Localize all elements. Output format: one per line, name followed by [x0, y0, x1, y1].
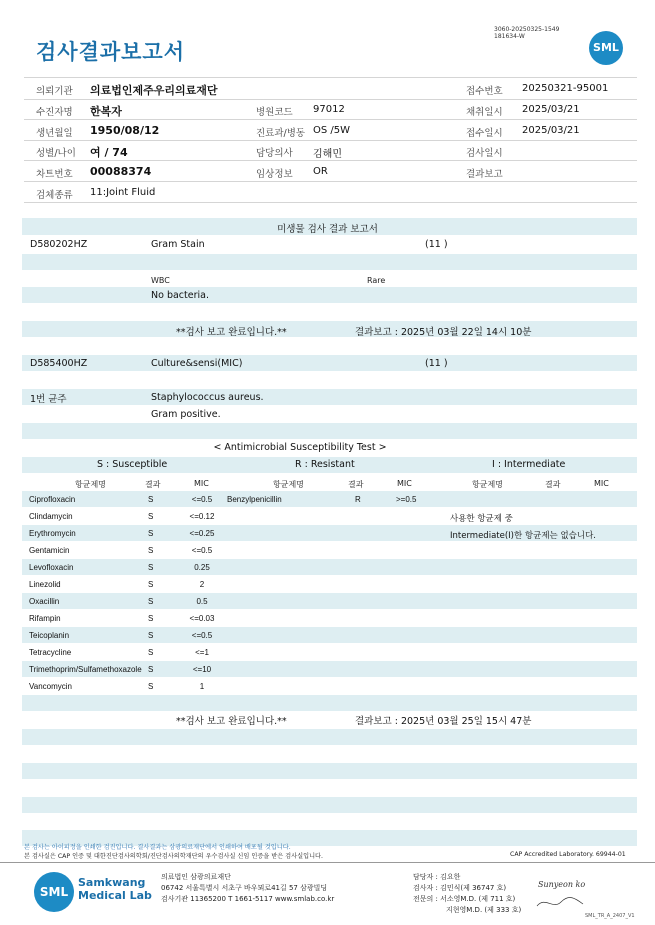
band: [22, 797, 637, 813]
culture-name: Culture&sensi(MIC): [151, 358, 243, 369]
ast-result: S: [148, 495, 154, 504]
ast-mic: 0.5: [196, 597, 208, 606]
culture-code: D585400HZ: [30, 358, 88, 369]
report-code-line2: 181634-W: [494, 33, 525, 40]
recipient-value: 한복자: [90, 105, 122, 118]
report-code-line1: 3060-20250325-1549: [494, 26, 560, 33]
ast-drug: Vancomycin: [29, 682, 72, 691]
organism-note: Gram positive.: [151, 409, 221, 420]
ast-drug: Clindamycin: [29, 512, 73, 521]
ast-result: S: [148, 529, 154, 538]
cap-accreditation: CAP Accredited Laboratory. 69944-01: [510, 851, 626, 858]
ast-drug: Tetracycline: [29, 648, 72, 657]
organism-name: Staphylococcus aureus.: [151, 392, 264, 403]
band: [22, 763, 637, 779]
test-date-label: 검사일시: [466, 148, 503, 159]
gram-code: D580202HZ: [30, 239, 88, 250]
dept-value: OS /5W: [313, 125, 351, 136]
ast-mic: 2: [199, 580, 205, 589]
specimen-label: 검체종류: [36, 190, 73, 201]
result-report-label: 결과보고: [466, 169, 503, 180]
ast-mic: <=0.12: [189, 512, 215, 521]
divider: [24, 181, 637, 182]
col-mic: MIC: [194, 479, 209, 488]
ast-drug: Gentamicin: [29, 546, 70, 555]
collection-date-value: 2025/03/21: [522, 104, 580, 115]
ast-drug: Teicoplanin: [29, 631, 70, 640]
col-mic: MIC: [594, 479, 609, 488]
ast-result: S: [148, 546, 154, 555]
org-address: 06742 서울특별시 서초구 바우뫼로41길 57 삼광빌딩: [161, 884, 328, 892]
gram-name: Gram Stain: [151, 239, 205, 250]
staff-manager: 담당자 : 김요한: [413, 873, 461, 881]
ast-mic: <=0.5: [191, 495, 213, 504]
section-title: 미생물 검사 결과 보고서: [277, 224, 378, 235]
band: [22, 355, 637, 371]
specimen-value: 11:Joint Fluid: [90, 187, 156, 198]
form-code: SML_TR_A_2407_V1: [585, 913, 635, 919]
ast-drug: Ciprofloxacin: [29, 495, 76, 504]
ast-drug: Trimethoprim/Sulfamethoxazole: [29, 665, 142, 674]
legend-susceptible: S : Susceptible: [97, 459, 168, 470]
page-title: 검사결과보고서: [36, 40, 186, 64]
reception-no-value: 20250321-95001: [522, 83, 609, 94]
ast-report-time: 결과보고 : 2025년 03월 25일 15시 47분: [355, 716, 532, 727]
ast-mic: 1: [199, 682, 205, 691]
ast-title: < Antimicrobial Susceptibility Test >: [213, 442, 387, 453]
ast-mic: <=0.5: [191, 546, 213, 555]
col-result: 결과: [348, 480, 364, 489]
gram-specimen-no: (11 ): [425, 239, 448, 250]
col-drug: 항균제명: [273, 480, 304, 489]
ast-result: S: [148, 563, 154, 572]
legend-resistant: R : Resistant: [295, 459, 355, 470]
staff-specialist-1: 전문의 : 서소영M.D. (제 711 호): [413, 895, 516, 903]
ast-drug: Rifampin: [29, 614, 61, 623]
ast-mic: <=0.03: [189, 614, 215, 623]
gram-report-time: 결과보고 : 2025년 03월 22일 14시 10분: [355, 327, 532, 338]
ast-result: S: [148, 597, 154, 606]
ast-result: S: [148, 648, 154, 657]
ast-result: S: [148, 665, 154, 674]
divider: [24, 160, 637, 161]
ast-mic: <=0.5: [191, 631, 213, 640]
mid-drug: Benzylpenicillin: [227, 495, 282, 504]
ast-result: S: [148, 512, 154, 521]
ast-result: S: [148, 614, 154, 623]
clinical-info-value: OR: [313, 166, 328, 177]
ast-mic: 0.25: [194, 563, 210, 572]
birth-value: 1950/08/12: [90, 124, 160, 137]
divider: [0, 862, 655, 863]
institution-label: 의뢰기관: [36, 86, 73, 97]
reception-no-label: 접수번호: [466, 86, 503, 97]
sex-age-value: 여 / 74: [90, 146, 128, 159]
band: [22, 254, 637, 270]
ast-drug: Linezolid: [29, 580, 61, 589]
divider: [24, 99, 637, 100]
hospital-code-label: 병원코드: [256, 107, 293, 118]
band: [22, 559, 637, 575]
doctor-label: 담당의사: [256, 148, 293, 159]
band: [22, 627, 637, 643]
chart-no-value: 00088374: [90, 165, 152, 178]
ast-complete: **검사 보고 완료입니다.**: [176, 716, 287, 727]
divider: [24, 77, 637, 78]
org-contact: 검사기관 11365200 T 1661-5117 www.smlab.co.kr: [161, 895, 335, 903]
ast-drug: Oxacillin: [29, 597, 60, 606]
col-result: 결과: [145, 480, 161, 489]
org-name: 의료법인 삼광의료재단: [161, 873, 231, 881]
clinical-info-label: 임상정보: [256, 169, 293, 180]
organism-label: 1번 균주: [30, 394, 67, 405]
ast-result: S: [148, 682, 154, 691]
band: [22, 593, 637, 609]
ast-result: S: [148, 580, 154, 589]
ast-drug: Levofloxacin: [29, 563, 74, 572]
chart-no-label: 차트번호: [36, 169, 73, 180]
ast-mic: <=1: [195, 648, 209, 657]
signature-scribble: [535, 894, 585, 912]
ast-mic: <=10: [192, 665, 212, 674]
footer-notice-1: 본 검사는 아이피정을 인쇄한 검진입니다. 결사결과는 삼광의료재단에서 인쇄하여 배포될 것입니다.: [24, 844, 291, 851]
reception-date-label: 접수일시: [466, 128, 503, 139]
col-drug: 항균제명: [75, 480, 106, 489]
footer-notice-2: 본 검사실은 CAP 인증 및 대한진단검사의학회/진단검사의학재단의 우수검사실 신임 인증을 받은 검사실입니다.: [24, 853, 323, 860]
birth-label: 생년월일: [36, 128, 73, 139]
divider: [24, 119, 637, 120]
mid-mic: >=0.5: [396, 495, 417, 504]
hospital-code-value: 97012: [313, 104, 345, 115]
col-mic: MIC: [397, 479, 412, 488]
ast-result: S: [148, 631, 154, 640]
band: [22, 729, 637, 745]
ast-note-2: Intermediate(I)한 항균제는 없습니다.: [450, 531, 596, 541]
band: [22, 491, 637, 507]
band: [22, 321, 637, 337]
brand-line-2: Medical Lab: [78, 889, 152, 902]
ast-mic: <=0.25: [189, 529, 215, 538]
dept-label: 진료과/병동: [256, 128, 306, 139]
band: [22, 423, 637, 439]
sex-age-label: 성별/나이: [36, 148, 76, 159]
col-drug: 항균제명: [472, 480, 503, 489]
culture-specimen-no: (11 ): [425, 358, 448, 369]
reception-date-value: 2025/03/21: [522, 125, 580, 136]
wbc-label: WBC: [151, 276, 170, 285]
band: [22, 287, 637, 303]
sml-logo: SML: [589, 31, 623, 65]
gram-complete: **검사 보고 완료입니다.**: [176, 327, 287, 338]
brand-line-1: Samkwang: [78, 876, 146, 889]
signature: Sunyeon ko: [538, 880, 586, 889]
sml-footer-logo: SML: [34, 872, 74, 912]
staff-tester: 검사자 : 김민식(제 36747 호): [413, 884, 507, 892]
band: [22, 695, 637, 711]
mid-result: R: [355, 495, 361, 504]
wbc-value: Rare: [367, 276, 386, 285]
ast-drug: Erythromycin: [29, 529, 76, 538]
legend-intermediate: I : Intermediate: [492, 459, 566, 470]
col-result: 결과: [545, 480, 561, 489]
institution-value: 의료법인제주우리의료재단: [90, 84, 218, 97]
staff-specialist-2: 지현영M.D. (제 333 호): [446, 906, 522, 914]
doctor-value: 김해민: [313, 149, 342, 160]
divider: [24, 140, 637, 141]
recipient-label: 수진자명: [36, 107, 73, 118]
gram-result: No bacteria.: [151, 290, 209, 301]
divider: [24, 202, 637, 203]
band: [22, 389, 637, 405]
collection-date-label: 채취일시: [466, 107, 503, 118]
ast-note-1: 사용한 항균제 중: [450, 514, 513, 524]
